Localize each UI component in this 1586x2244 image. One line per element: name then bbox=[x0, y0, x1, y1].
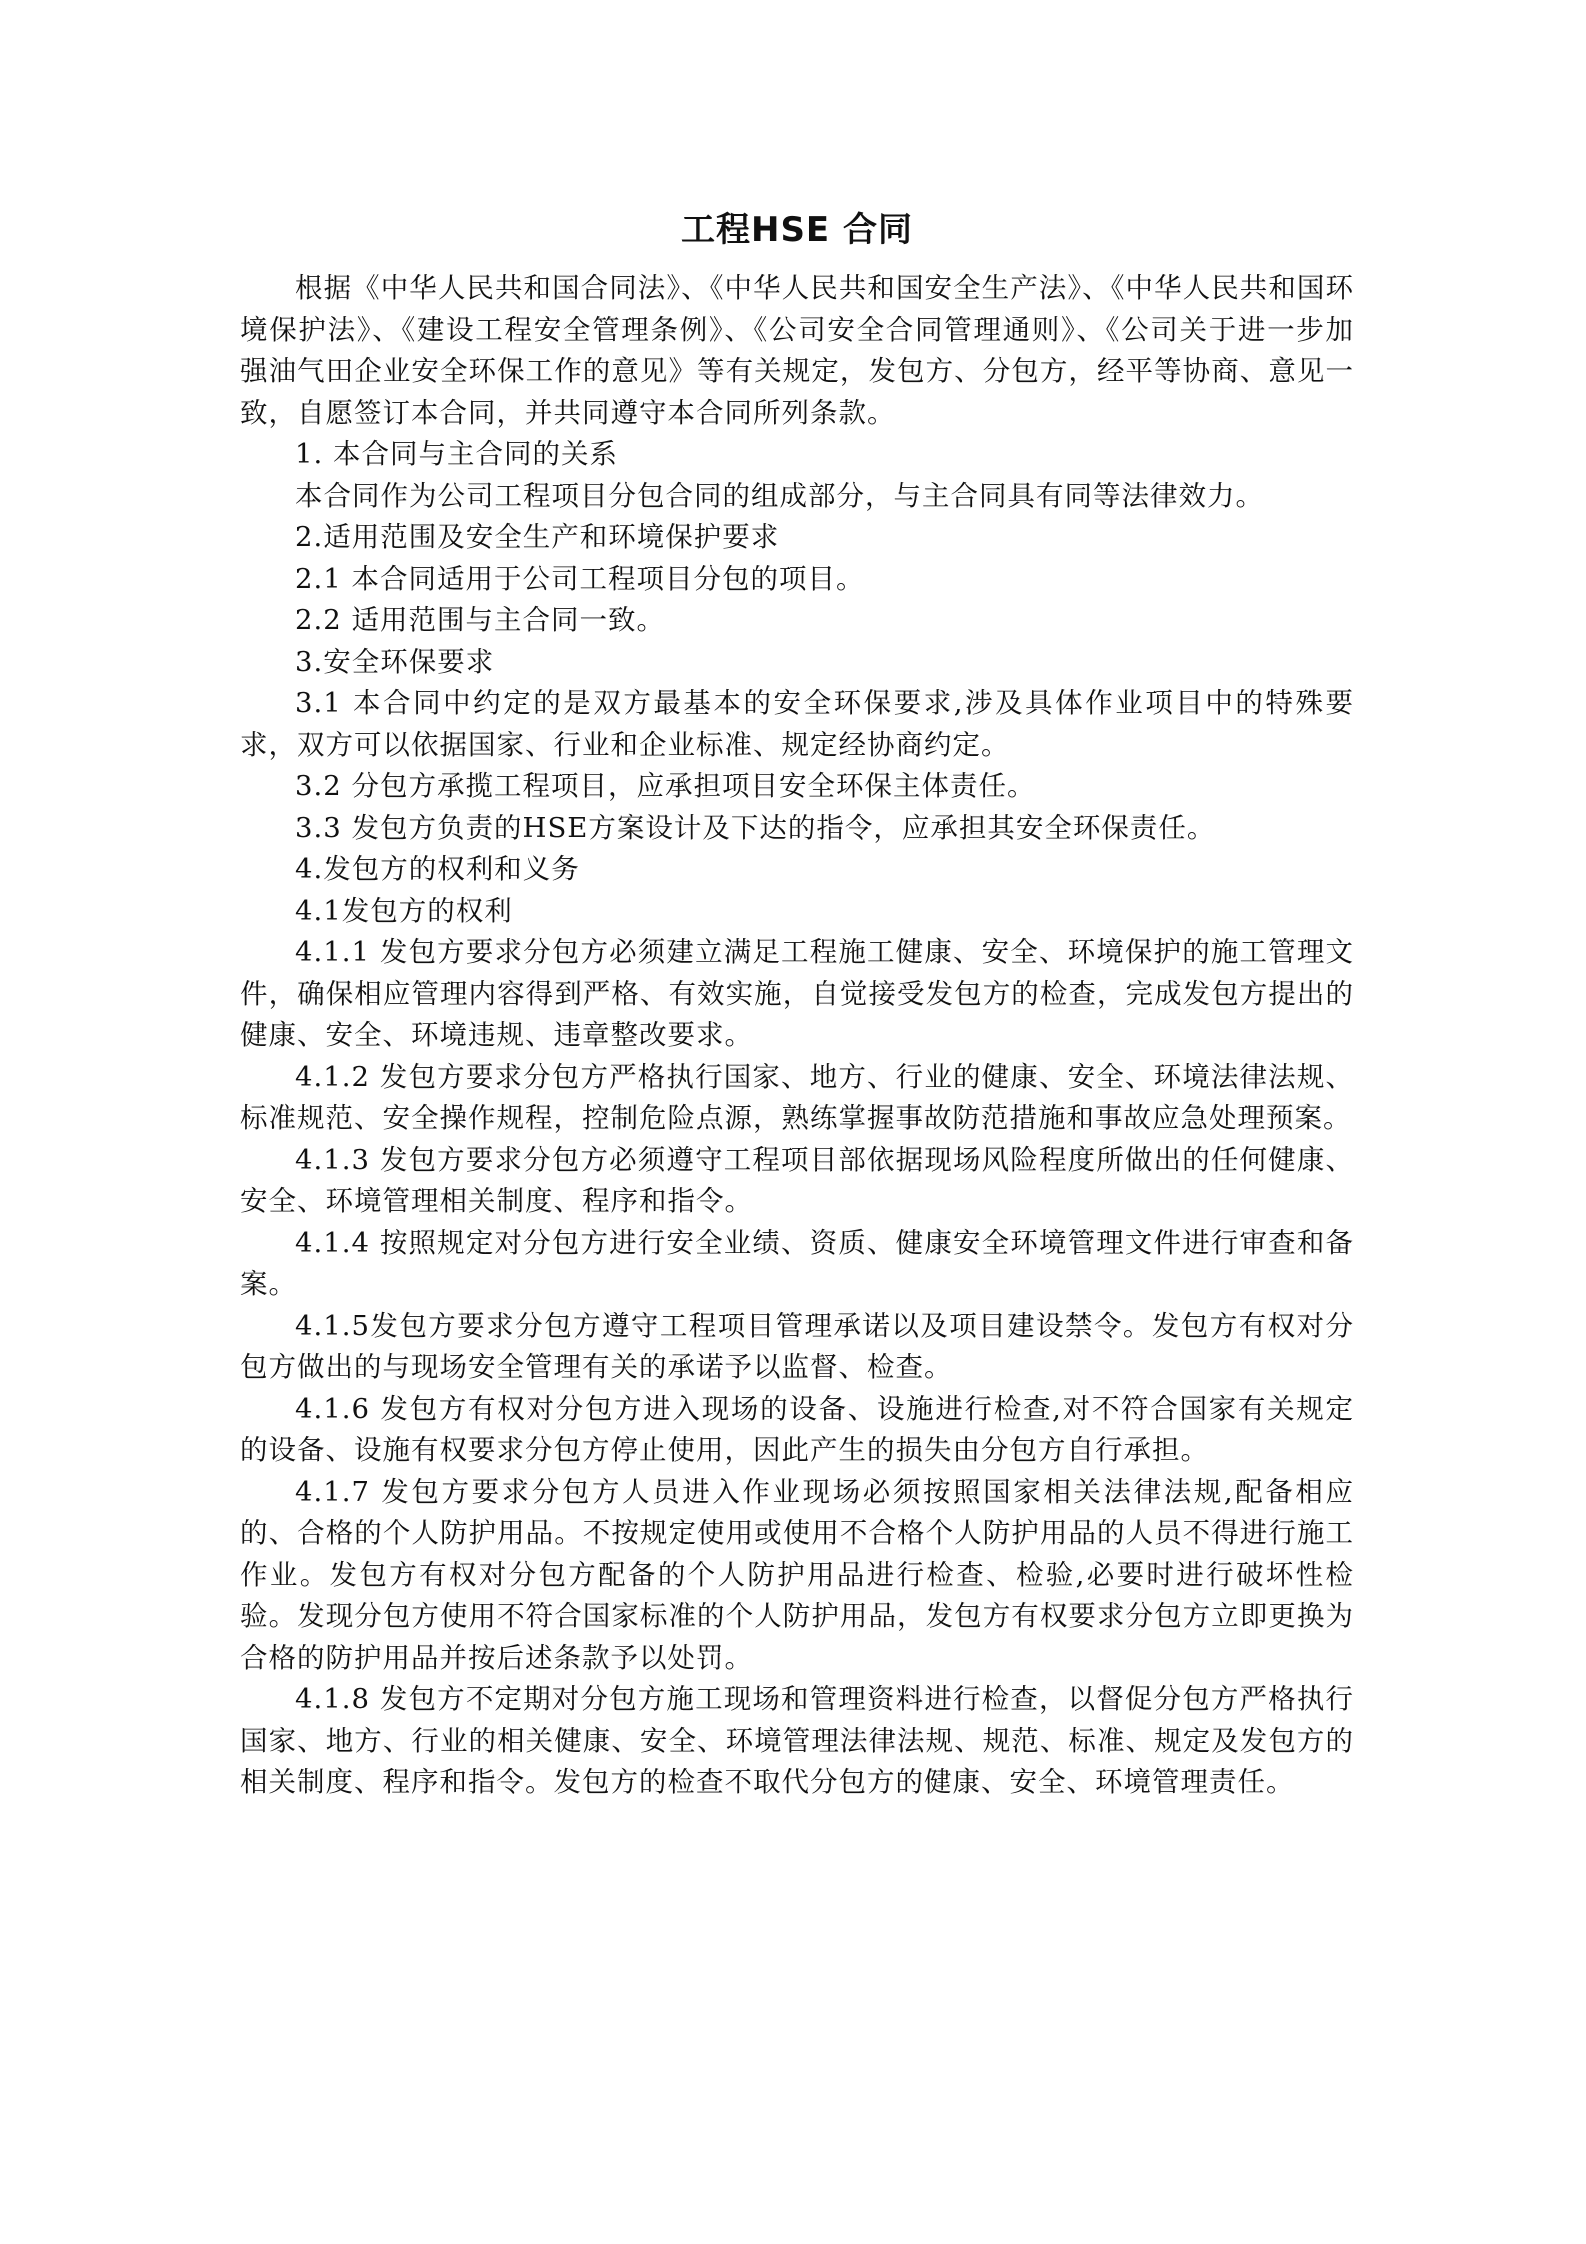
clause-4-1-8: 4.1.8 发包方不定期对分包方施工现场和管理资料进行检查，以督促分包方严格执行国家、地方、行业的相关健康、安全、环境管理法律法规、规范、标准、规定及发包方的相关制度、程序和指令。发包方的检查不取代分包方的健康、安全、环境管理责任。 bbox=[240, 1683, 1354, 1798]
section-4-heading: 4.发包方的权利和义务 bbox=[295, 853, 580, 885]
section-1-heading: 1. 本合同与主合同的关系 bbox=[295, 438, 618, 470]
clause-4-1-5: 4.1.5发包方要求分包方遵守工程项目管理承诺以及项目建设禁令。发包方有权对分包方做出的与现场安全管理有关的承诺予以监督、检查。 bbox=[240, 1309, 1354, 1383]
section-3-heading: 3.安全环保要求 bbox=[295, 645, 495, 678]
clause-4-1-7: 4.1.7 发包方要求分包方人员进入作业现场必须按照国家相关法律法规,配备相应的、合格的个人防护用品。不按规定使用或使用不合格个人防护用品的人员不得进行施工作业。发包方有权对分包方配备的个人防护用品进行检查、检验,必要时进行破坏性检验。发现分包方使用不符合国家标准的个人防护用品，发包方有权要求分包方立即更换为合格的防护用品并按后述条款予以处罚。 bbox=[240, 1475, 1354, 1674]
document-title: 工程HSE 合同 bbox=[680, 210, 913, 250]
clause-3-3: 3.3 发包方负责的HSE方案设计及下达的指令，应承担其安全环保责任。 bbox=[295, 811, 1216, 844]
section-2-heading: 2.适用范围及安全生产和环境保护要求 bbox=[295, 521, 780, 553]
preamble-paragraph: 根据《中华人民共和国合同法》、《中华人民共和国安全生产法》、《中华人民共和国环境保护法》、《建设工程安全管理条例》、《公司安全合同管理通则》、《公司关于进一步加强油气田企业安全环保工作的意见》等有关规定，发包方、分包方，经平等协商、意见一致，自愿签订本合同，并共同遵守本合同所列条款。 bbox=[240, 272, 1354, 429]
section-1-paragraph: 本合同作为公司工程项目分包合同的组成部分，与主合同具有同等法律效力。 bbox=[295, 479, 1264, 512]
clause-3-2: 3.2 分包方承揽工程项目，应承担项目安全环保主体责任。 bbox=[295, 770, 1036, 802]
clause-4-1-3: 4.1.3 发包方要求分包方必须遵守工程项目部依据现场风险程度所做出的任何健康、安全、环境管理相关制度、程序和指令。 bbox=[240, 1143, 1354, 1217]
document-page bbox=[240, 200, 1354, 1804]
clause-4-1-6: 4.1.6 发包方有权对分包方进入现场的设备、设施进行检查,对不符合国家有关规定的设备、设施有权要求分包方停止使用，因此产生的损失由分包方自行承担。 bbox=[240, 1392, 1354, 1466]
clause-4-1-2: 4.1.2 发包方要求分包方严格执行国家、地方、行业的健康、安全、环境法律法规、标准规范、安全操作规程，控制危险点源，熟练掌握事故防范措施和事故应急处理预案。 bbox=[240, 1060, 1354, 1134]
clause-4-1-1: 4.1.1 发包方要求分包方必须建立满足工程施工健康、安全、环境保护的施工管理文件，确保相应管理内容得到严格、有效实施，自觉接受发包方的检查，完成发包方提出的健康、安全、环境违规、违章整改要求。 bbox=[240, 936, 1354, 1051]
clause-4-1-heading: 4.1发包方的权利 bbox=[295, 894, 513, 927]
clause-3-1: 3.1 本合同中约定的是双方最基本的安全环保要求,涉及具体作业项目中的特殊要求，双方可以依据国家、行业和企业标准、规定经协商约定。 bbox=[240, 687, 1354, 761]
clause-2-2: 2.2 适用范围与主合同一致。 bbox=[295, 604, 665, 636]
clause-2-1: 2.1 本合同适用于公司工程项目分包的项目。 bbox=[295, 562, 865, 595]
clause-4-1-4: 4.1.4 按照规定对分包方进行安全业绩、资质、健康安全环境管理文件进行审查和备案。 bbox=[240, 1226, 1354, 1300]
